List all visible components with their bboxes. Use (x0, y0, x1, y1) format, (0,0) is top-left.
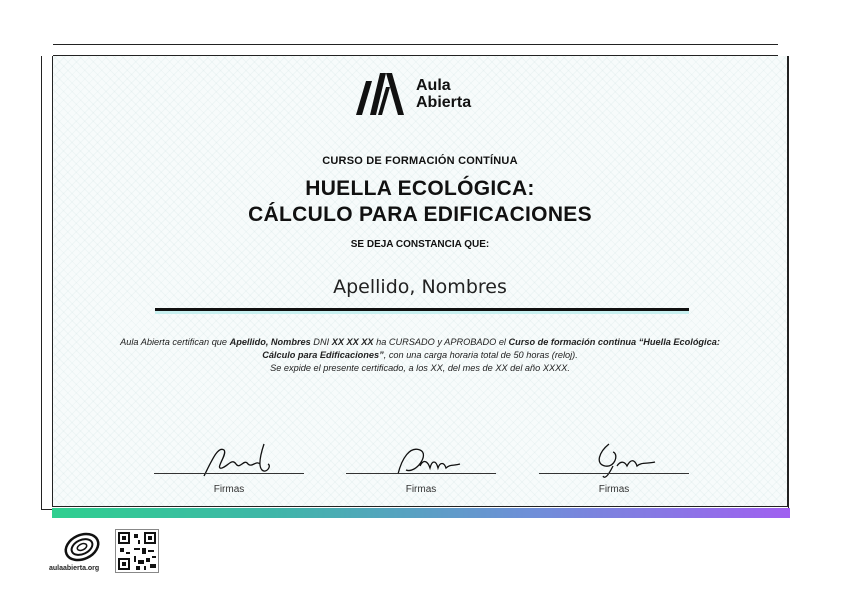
body-course: Curso de formación continua “Huella Ecológica: Cálculo para Edificaciones” (262, 337, 720, 360)
certificate-title (52, 176, 788, 228)
signature-line (154, 473, 304, 474)
gradient-bar (52, 508, 790, 518)
title-line-2: CÁLCULO PARA EDIFICACIONES (248, 203, 592, 226)
signature-label: Firmas (405, 484, 437, 495)
recipient-name: Apellido, Nombres (333, 276, 507, 298)
footer-swirl-icon (62, 530, 102, 564)
aula-abierta-logo (356, 72, 471, 116)
title-line-1: HUELLA ECOLÓGICA: (305, 177, 535, 200)
logo-text-line2: Abierta (416, 94, 472, 111)
footer-url: aulaabierta.org (49, 565, 100, 572)
signature-line (539, 473, 689, 474)
frame-corner (778, 44, 790, 56)
frame-corner (41, 44, 53, 56)
signature-2-icon (376, 440, 476, 480)
course-type: CURSO DE FORMACIÓN CONTÍNUA (322, 155, 518, 167)
signature-line (346, 473, 496, 474)
body-name: Apellido, Nombres (229, 337, 311, 347)
signature-label: Firmas (213, 484, 245, 495)
qr-code-icon (116, 530, 158, 572)
recipient-underline (155, 308, 689, 311)
body-text-part: Aula Abierta certifican que (120, 337, 230, 347)
logo-text-line1: Aula (416, 77, 451, 94)
body-text-part: ha CURSADO y APROBADO el (373, 337, 509, 347)
constancia-label: SE DEJA CONSTANCIA QUE: (350, 239, 490, 250)
signature-label: Firmas (598, 484, 630, 495)
body-paragraph (110, 336, 730, 362)
body-dni: XX XX XX (331, 337, 374, 347)
qr-code (115, 529, 159, 573)
body-text-part: , con una carga horaria total de 50 horas (reloj). (383, 350, 578, 360)
certificate-body (110, 336, 730, 375)
body-text-part: DNI (310, 337, 332, 347)
body-issue-line: Se expide el presente certificado, a los XX, del mes de XX del año XXXX. (270, 363, 570, 373)
signature-3-icon (569, 440, 669, 480)
signature-1-icon (184, 440, 284, 480)
aula-abierta-logo-icon (356, 73, 408, 115)
